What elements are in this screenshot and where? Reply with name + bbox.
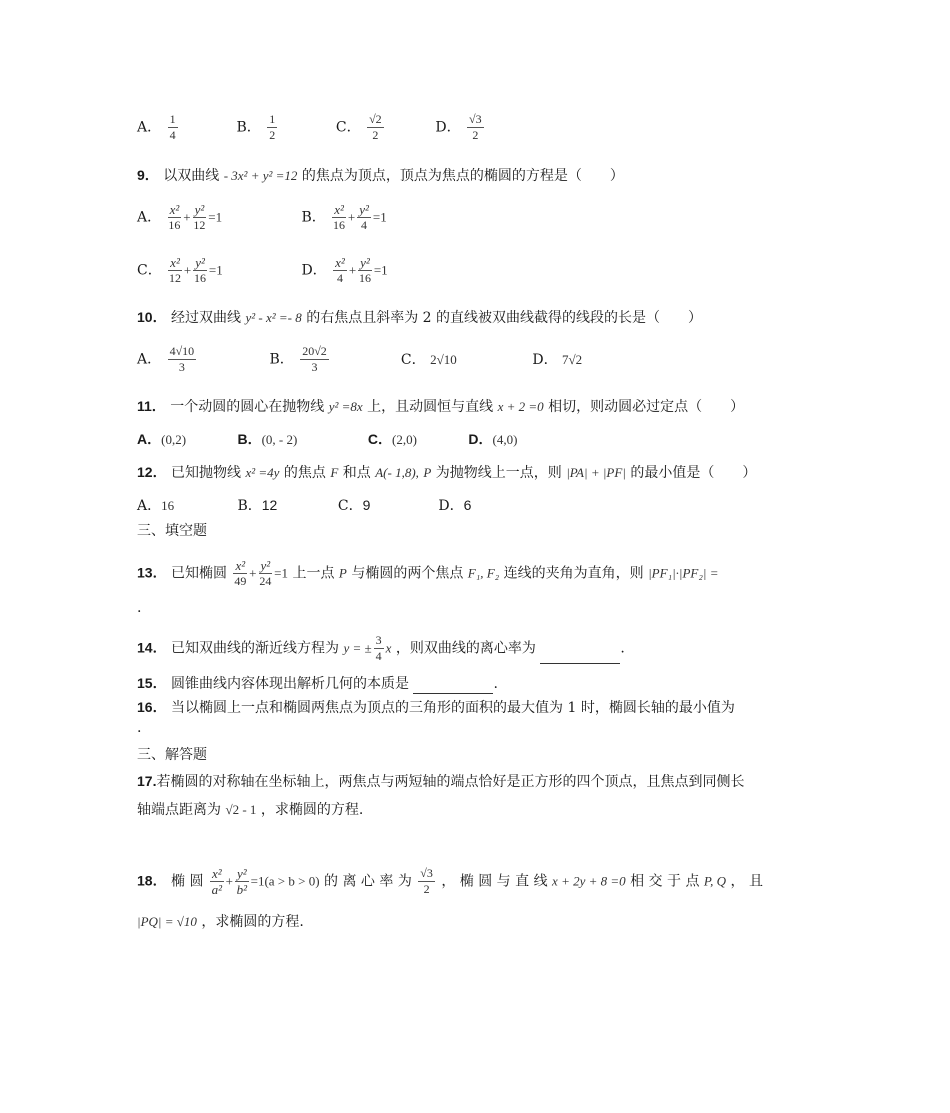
question-number: 12． xyxy=(137,464,167,480)
fraction xyxy=(418,866,435,897)
fraction xyxy=(333,255,347,286)
option-label: A． xyxy=(137,119,162,136)
equation: P xyxy=(423,465,432,480)
option-label: B． xyxy=(237,431,262,447)
rhs: =1 xyxy=(373,262,388,278)
q8-option-a xyxy=(137,112,232,143)
option-label: C． xyxy=(367,431,393,447)
numerator: 20√2 xyxy=(302,344,327,358)
period: . xyxy=(620,640,625,657)
stem-text: 椭 圆 xyxy=(171,873,204,890)
q9-stem xyxy=(137,165,624,186)
q14-stem xyxy=(137,633,625,664)
stem-text: ， 椭 圆 与 直 线 xyxy=(441,873,548,890)
q12-option-b xyxy=(237,495,333,516)
denominator: 2 xyxy=(269,128,276,142)
numerator: x² xyxy=(170,255,180,270)
option-label: A． xyxy=(137,431,162,447)
rhs: =1 xyxy=(208,262,223,278)
numerator: x² xyxy=(335,255,345,270)
stem-text: ，求椭圆的方程. xyxy=(201,914,304,930)
denominator: 2 xyxy=(472,128,479,142)
option-label: D． xyxy=(438,498,464,514)
option-label: A． xyxy=(137,351,162,368)
fraction xyxy=(168,112,178,143)
q17-line1 xyxy=(137,771,744,792)
equation: y² - x² =- 8 xyxy=(245,310,302,325)
fraction xyxy=(300,344,329,375)
option-label: A． xyxy=(137,498,162,514)
option-value: (4,0) xyxy=(492,432,518,447)
equation: |PF₁|·|PF₂| = xyxy=(648,565,719,581)
stem-text: 连线的夹角为直角，则 xyxy=(503,565,644,582)
q13-stem: 13． 已知椭圆 $\frac{\text{x²}}{49}$ + $\frac{\text{y²}}{24}$ =1 上一点 P 与椭圆的两个焦点 F₁, F₂ 连线的夹角为直角，则 |PF₁|·|PF₂| = xyxy=(137,558,719,588)
fraction xyxy=(374,633,384,664)
q12-option-a xyxy=(137,496,233,516)
option-label: D． xyxy=(435,119,461,136)
fraction xyxy=(210,866,224,897)
q12-options xyxy=(137,495,471,516)
denominator: 2 xyxy=(372,128,379,142)
denominator: 4 xyxy=(169,128,176,142)
option-label: B． xyxy=(269,351,294,368)
rhs: =1 xyxy=(208,209,223,225)
fraction xyxy=(357,202,371,233)
section-heading-solve: 三、解答题 xyxy=(137,747,207,763)
numerator: √3 xyxy=(420,866,433,880)
denominator: 24 xyxy=(259,574,272,588)
q12-option-c xyxy=(338,495,434,516)
q11-option-b xyxy=(237,429,363,450)
stem-text: 为抛物线上一点，则 xyxy=(435,465,562,481)
q15-stem xyxy=(137,673,498,694)
q11-option-c xyxy=(368,429,464,450)
answer-blank[interactable] xyxy=(540,649,620,664)
numerator: √3 xyxy=(469,112,482,126)
stem-text: 和点 xyxy=(342,465,371,481)
fraction xyxy=(168,344,197,375)
stem-text: ，求椭圆的方程. xyxy=(260,802,364,818)
fraction xyxy=(168,255,182,286)
numerator: 3 xyxy=(375,633,382,647)
numerator: x² xyxy=(169,202,180,217)
equation: |PA| + |PF| xyxy=(566,465,626,480)
q10-option-b xyxy=(269,344,396,375)
fraction xyxy=(259,558,273,589)
equation: x + 2y + 8 =0 xyxy=(552,873,626,889)
option-value: 16 xyxy=(161,498,175,513)
question-number: 10． xyxy=(137,309,167,325)
stem-text: 当以椭圆上一点和椭圆两焦点为顶点的三角形的面积的最大值为 1 时，椭圆长轴的最小值为 xyxy=(171,700,735,716)
q10-option-c xyxy=(401,350,528,370)
option-label: D． xyxy=(468,431,493,447)
stem-text: 已知双曲线的渐近线方程为 xyxy=(171,640,340,657)
denominator: b² xyxy=(236,882,247,897)
option-value: 9 xyxy=(362,497,371,513)
option-value: (0,2) xyxy=(161,432,187,447)
stem-text: 上一点 xyxy=(292,565,335,582)
rhs: =1 xyxy=(372,209,387,225)
q9-option-c: C． $\frac{\text{x²}}{12}$ + $\frac{\text{y²}}{16}$ =1 xyxy=(137,255,223,285)
option-value: 2√10 xyxy=(430,351,457,367)
q10-stem xyxy=(137,307,702,328)
denominator: 16 xyxy=(168,218,181,232)
q9-options-row2 xyxy=(137,255,388,286)
fraction xyxy=(233,558,247,589)
equation: y² =8x xyxy=(328,399,363,414)
numerator: y² xyxy=(260,558,271,573)
q12-stem xyxy=(137,462,756,483)
stem-text: 轴端点距离为 xyxy=(137,802,221,818)
denominator: 4 xyxy=(375,649,382,663)
option-value: 7√2 xyxy=(562,351,583,367)
equation: x² =4y xyxy=(245,465,280,480)
stem-text: 圆锥曲线内容体现出解析几何的本质是 xyxy=(171,676,410,692)
q10-options xyxy=(137,344,582,375)
option-label: B． xyxy=(236,119,261,136)
equation: |PQ| = √10 xyxy=(137,914,197,929)
equation: F xyxy=(330,465,339,480)
q12-option-d xyxy=(438,495,471,516)
equation: x + 2 =0 xyxy=(497,399,544,414)
equation: P xyxy=(338,565,347,581)
q8-option-b xyxy=(236,112,331,143)
option-value: 6 xyxy=(463,497,472,513)
equation: F₁, F₂ xyxy=(467,565,500,581)
rhs: =1 xyxy=(274,565,289,581)
equation: - 3x² + y² =12 xyxy=(223,168,298,183)
equation: =1(a > b > 0) xyxy=(250,873,320,889)
question-number: 9． xyxy=(137,167,159,183)
denominator: 12 xyxy=(169,271,181,285)
question-number: 14． xyxy=(137,639,167,656)
numerator: y² xyxy=(195,255,205,270)
q10-option-d xyxy=(532,350,582,370)
denominator: 3 xyxy=(311,360,318,374)
option-label: B． xyxy=(301,209,326,226)
denominator: 12 xyxy=(193,218,206,232)
numerator: y² xyxy=(236,866,247,881)
q18-line2 xyxy=(137,912,304,932)
equation: x xyxy=(385,640,392,656)
q9-option-d: D． $\frac{\text{x²}}{4}$ + $\frac{\text{y²}}{16}$ =1 xyxy=(301,255,388,285)
fraction xyxy=(358,255,372,286)
stem-text: ，则双曲线的离心率为 xyxy=(395,640,536,657)
option-label: A． xyxy=(137,209,162,226)
equation: y = ± xyxy=(343,640,372,656)
stem-text: 相切，则动圆必过定点（ ） xyxy=(548,399,745,415)
numerator: x² xyxy=(235,558,246,573)
question-number: 17. xyxy=(137,773,157,789)
section-heading-fill: 三、填空题 xyxy=(137,523,207,539)
stem-text: 若椭圆的对称轴在坐标轴上，两焦点与两短轴的端点恰好是正方形的四个顶点，且焦点到同侧长 xyxy=(156,774,745,790)
fraction xyxy=(367,112,384,143)
fraction xyxy=(267,112,277,143)
numerator: 4√10 xyxy=(169,344,195,358)
stem-text: 已知抛物线 xyxy=(171,465,242,481)
numerator: 1 xyxy=(269,112,276,126)
denominator: 16 xyxy=(333,218,346,232)
question-number: 13． xyxy=(137,564,167,581)
stem-text: 上，且动圆恒与直线 xyxy=(367,399,494,415)
fraction xyxy=(467,112,484,143)
stem-text: 的 离 心 率 为 xyxy=(324,873,412,890)
numerator: y² xyxy=(194,202,205,217)
option-label: D． xyxy=(532,351,558,368)
q18-line1: 18． 椭 圆 $\frac{\text{x²}}{\text{a²}}$ + $\frac{\text{y²}}{\text{b²}}$ =1(a > b > 0) 的 离 心 率 为 $\frac{√3}{2}$ ， 椭 圆 与 直 线 x + 2y + 8 =0 相 交 于 点 P, Q ， 且 xyxy=(137,866,763,897)
numerator: x² xyxy=(211,866,222,881)
denominator: 4 xyxy=(336,271,343,285)
stem-text: 的焦点 xyxy=(283,465,326,481)
q9-option-a: A． $\frac{\text{x²}}{16}$ + $\frac{\text{y²}}{12}$ =1 xyxy=(137,202,223,232)
q16-tail: . xyxy=(137,720,142,736)
answer-blank[interactable] xyxy=(413,679,493,694)
option-label: C． xyxy=(137,262,162,279)
q11-option-a xyxy=(137,429,233,450)
equation: P, Q xyxy=(703,873,727,889)
option-label: C． xyxy=(337,498,363,514)
q11-option-d xyxy=(468,429,517,450)
denominator: 16 xyxy=(194,271,207,285)
stem-text: 的最小值是（ ） xyxy=(630,465,757,481)
q9-option-b: B． $\frac{\text{x²}}{16}$ + $\frac{\text{y²}}{4}$ =1 xyxy=(301,202,387,232)
period: . xyxy=(493,676,498,692)
numerator: 1 xyxy=(169,112,176,126)
q8-option-c xyxy=(336,112,431,143)
q13-tail: . xyxy=(137,600,142,616)
stem-text: 的焦点为顶点，顶点为焦点的椭圆的方程是（ ） xyxy=(301,168,624,184)
equation: A(- 1,8), xyxy=(375,465,419,480)
stem-text: 的右焦点且斜率为 2 的直线被双曲线截得的线段的长是（ ） xyxy=(306,310,703,326)
question-number: 11． xyxy=(137,398,166,414)
denominator: 4 xyxy=(361,218,368,232)
q8-option-d xyxy=(435,112,485,143)
stem-text: 与椭圆的两个焦点 xyxy=(351,565,464,582)
numerator: y² xyxy=(360,255,370,270)
question-number: 15． xyxy=(137,675,167,691)
fraction xyxy=(168,202,182,233)
question-number: 16． xyxy=(137,699,167,715)
denominator: a² xyxy=(211,882,222,897)
stem-text: 以双曲线 xyxy=(163,168,220,184)
fraction xyxy=(235,866,249,897)
option-label: B． xyxy=(237,498,262,514)
option-label: C． xyxy=(335,119,361,136)
q10-option-a xyxy=(137,344,265,375)
numerator: x² xyxy=(334,202,344,217)
option-label: D． xyxy=(301,262,327,279)
option-value: (0, - 2) xyxy=(261,432,298,447)
numerator: √2 xyxy=(369,112,382,126)
denominator: 2 xyxy=(423,882,430,896)
equation: √2 - 1 xyxy=(225,802,257,817)
stem-text: 一个动圆的圆心在抛物线 xyxy=(170,399,325,415)
option-value: 12 xyxy=(261,497,278,513)
q11-stem xyxy=(137,396,744,417)
stem-text: 相 交 于 点 xyxy=(630,873,700,890)
fraction xyxy=(193,255,207,286)
q16-stem xyxy=(137,697,735,718)
numerator: y² xyxy=(359,202,369,217)
denominator: 3 xyxy=(178,360,185,374)
stem-text: 经过双曲线 xyxy=(171,310,242,326)
stem-text: 已知椭圆 xyxy=(171,565,228,582)
q17-line2 xyxy=(137,800,363,820)
option-value: (2,0) xyxy=(392,432,417,447)
q8-options xyxy=(137,112,486,143)
stem-text: ， 且 xyxy=(730,873,763,890)
option-label: C． xyxy=(400,351,426,368)
question-number: 18． xyxy=(137,872,167,889)
q9-options-row1 xyxy=(137,202,387,233)
fraction xyxy=(332,202,346,233)
denominator: 16 xyxy=(358,271,371,285)
fraction xyxy=(193,202,207,233)
q11-options xyxy=(137,429,517,450)
denominator: 49 xyxy=(234,574,247,588)
